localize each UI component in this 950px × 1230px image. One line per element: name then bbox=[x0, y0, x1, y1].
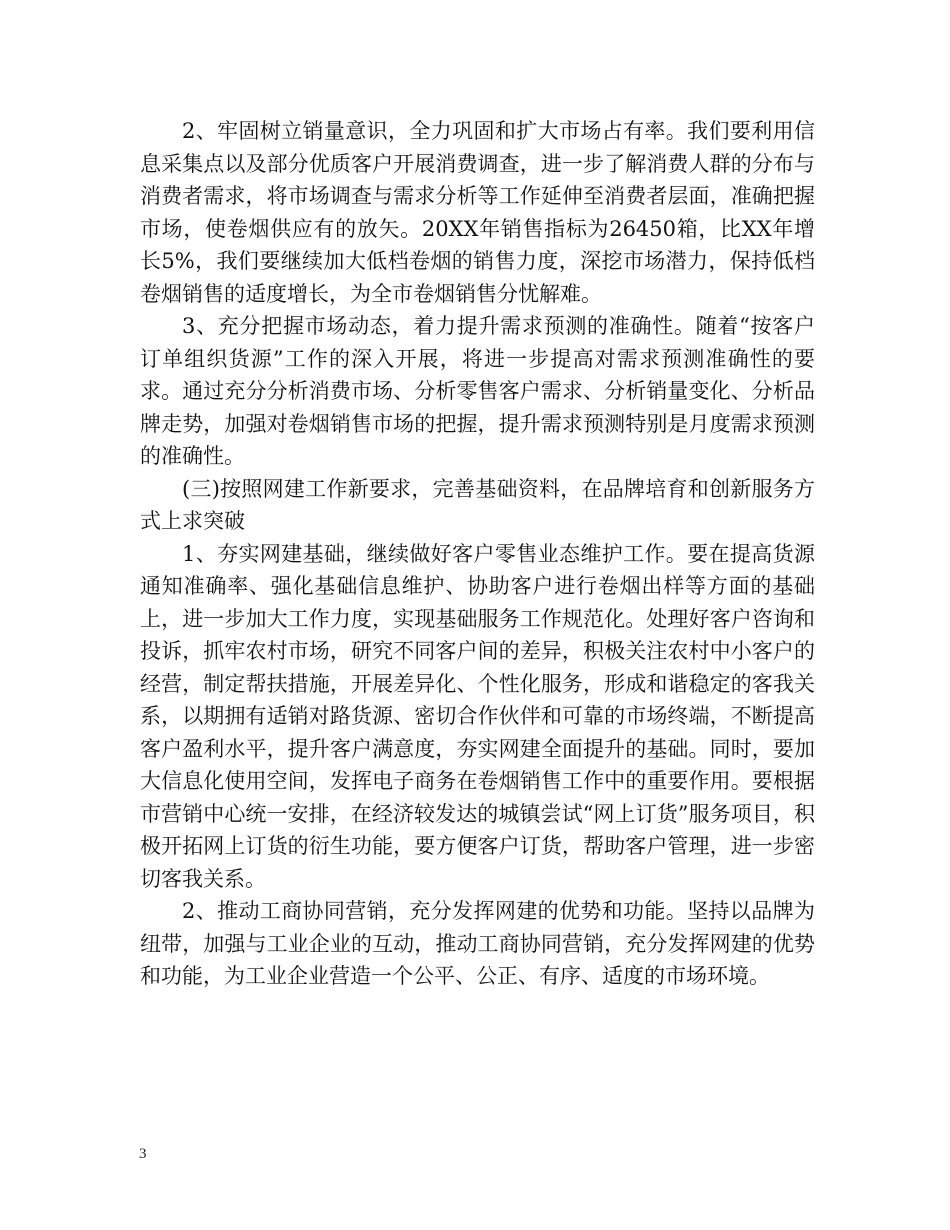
paragraph-market-dynamics: 3、充分把握市场动态，着力提升需求预测的准确性。随着“按客户订单组织货源”工作的深入开展，将进一步提高对需求预测准确性的要求。通过充分分析消费市场、分析零售客户需求、分析销量变化、分析品牌走势，加强对卷烟销售市场的把握，提升需求预测特别是月度需求预测的准确性。 bbox=[140, 314, 815, 468]
paragraph-coordinated-marketing: 2、推动工商协同营销，充分发挥网建的优势和功能。坚持以品牌为纽带，加强与工业企业的互动，推动工商协同营销，充分发挥网建的优势和功能，为工业企业营造一个公平、公正、有序、适度的市场环境。 bbox=[140, 899, 815, 988]
document-body bbox=[140, 115, 815, 993]
page-number: 3 bbox=[139, 1146, 147, 1162]
section-heading-network-building: (三)按照网建工作新要求，完善基础资料，在品牌培育和创新服务方式上求突破 bbox=[140, 476, 815, 533]
paragraph-sales-awareness: 2、牢固树立销量意识，全力巩固和扩大市场占有率。我们要利用信息采集点以及部分优质客户开展消费调查，进一步了解消费人群的分布与消费者需求，将市场调查与需求分析等工作延伸至消费者层面，准确把握市场，使卷烟供应有的放矢。20XX年销售指标为26450箱，比XX年增长5%，我们要继续加大低档卷烟的销售力度，深挖市场潜力，保持低档卷烟销售的适度增长，为全市卷烟销售分忧解难。 bbox=[140, 119, 815, 306]
paragraph-network-foundation: 1、夯实网建基础，继续做好客户零售业态维护工作。要在提高货源通知准确率、强化基础信息维护、协助客户进行卷烟出样等方面的基础上，进一步加大工作力度，实现基础服务工作规范化。处理好客户咨询和投诉，抓牢农村市场，研究不同客户间的差异，积极关注农村中小客户的经营，制定帮扶措施，开展差异化、个性化服务，形成和谐稳定的客我关系，以期拥有适销对路货源、密切合作伙伴和可靠的市场终端，不断提高客户盈利水平，提升客户满意度，夯实网建全面提升的基础。同时，要加大信息化使用空间，发挥电子商务在卷烟销售工作中的重要作用。要根据市营销中心统一安排，在经济较发达的城镇尝试“网上订货”服务项目，积极开拓网上订货的衍生功能，要方便客户订货，帮助客户管理，进一步密切客我关系。 bbox=[140, 541, 815, 891]
